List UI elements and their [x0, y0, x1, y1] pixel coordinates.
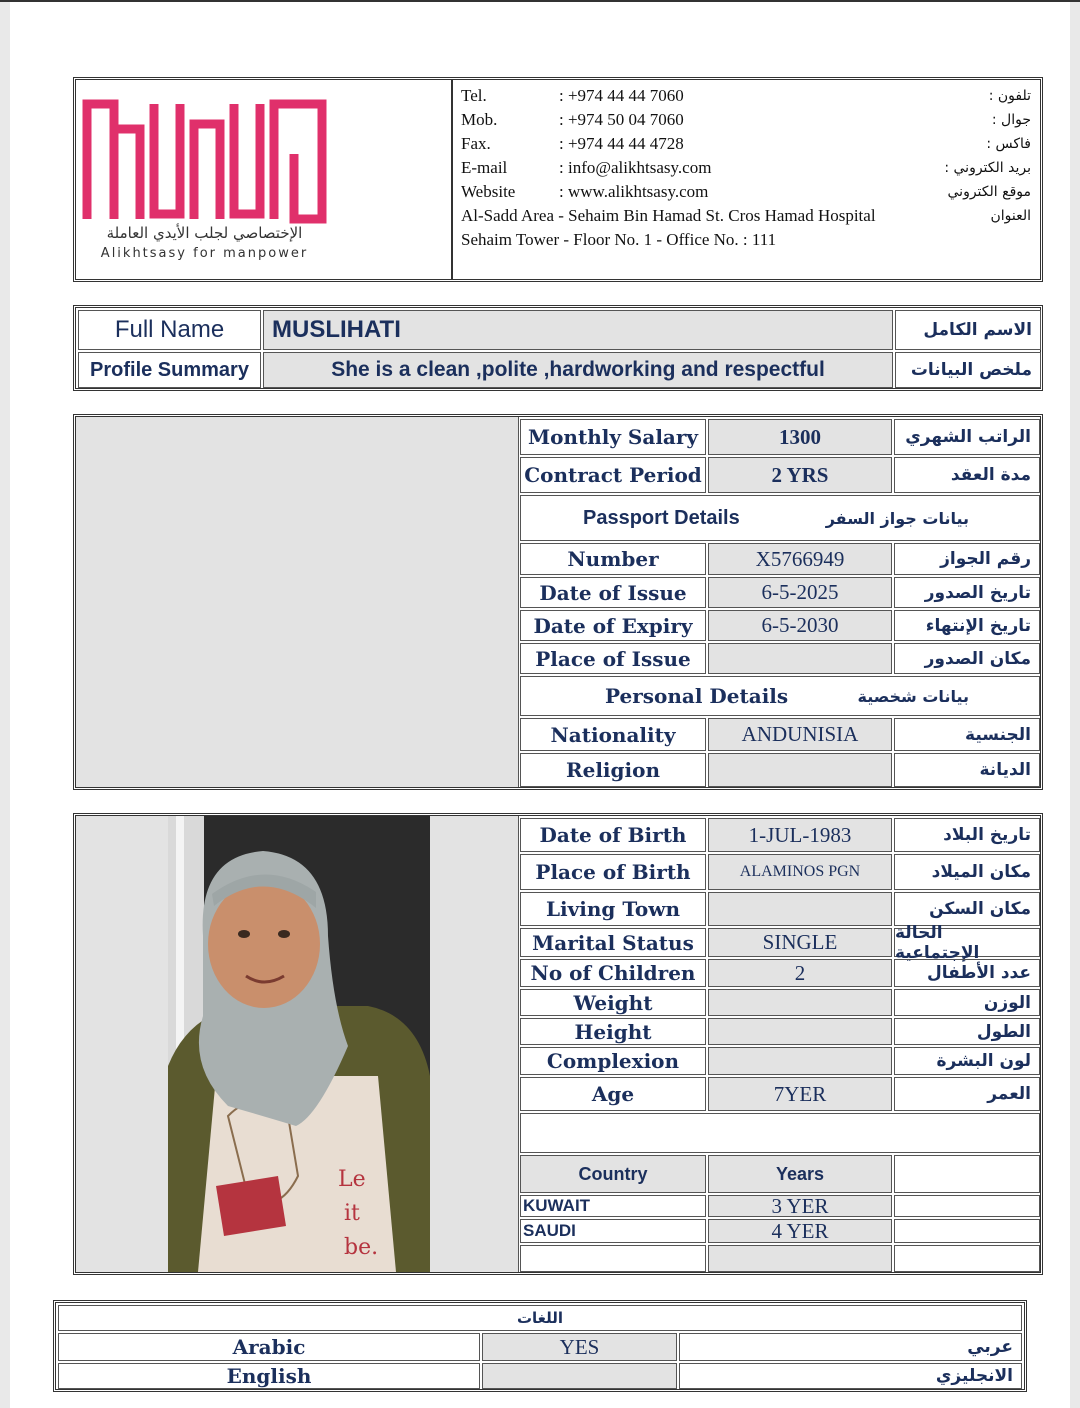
- document-page: [10, 2, 1070, 1408]
- experience-extra-1: [894, 1195, 1040, 1217]
- experience-years-2: 4 YER: [708, 1219, 892, 1243]
- passport-details-header: [520, 495, 1040, 541]
- weight-label: Weight: [520, 989, 706, 1016]
- date-of-issue-value: 6-5-2025: [708, 577, 892, 608]
- place-of-issue-label: Place of Issue: [520, 643, 706, 674]
- weight-value: [708, 989, 892, 1016]
- experience-extra-3: [894, 1245, 1040, 1272]
- contact-label-fax: Fax.: [461, 134, 491, 153]
- contact-label-tel-ar: تلفون :: [988, 88, 1031, 104]
- date-of-issue-label: Date of Issue: [520, 577, 706, 608]
- contract-period-label: Contract Period: [520, 457, 706, 493]
- experience-country-2: SAUDI: [520, 1219, 706, 1243]
- profile-summary-label-ar: ملخص البيانات: [895, 352, 1041, 388]
- passport-number-label: Number: [520, 543, 706, 575]
- language-english-label-ar: الانجليزي: [679, 1363, 1022, 1389]
- company-logo-icon: [82, 94, 327, 224]
- dob-label: Date of Birth: [520, 818, 706, 852]
- contact-value-email[interactable]: : info@alikhtsasy.com: [559, 158, 712, 177]
- monthly-salary-label-ar: الراتب الشهري: [894, 419, 1040, 455]
- contract-period-value: 2 YRS: [708, 457, 892, 493]
- complexion-label-ar: لون البشرة: [894, 1047, 1040, 1075]
- languages-box: [53, 1300, 1027, 1392]
- complexion-value: [708, 1047, 892, 1075]
- passport-details-title-ar: بيانات جواز السفر: [825, 508, 969, 528]
- children-label-ar: عدد الأطفال: [894, 959, 1040, 987]
- passport-number-value: X5766949: [708, 543, 892, 575]
- logo-tagline-en: Alikhtsasy for manpower: [100, 246, 309, 261]
- personal-details-header: [520, 676, 1040, 716]
- logo-area: [76, 80, 453, 279]
- shirt-text-1: Le: [338, 1167, 366, 1192]
- nationality-value: ANDUNISIA: [708, 718, 892, 751]
- contact-label-mob: Mob.: [461, 110, 498, 129]
- contact-label-website: Website: [461, 182, 516, 201]
- nationality-label-ar: الجنسية: [894, 718, 1040, 751]
- contact-label-email-ar: بريد الكتروني :: [944, 160, 1031, 176]
- contact-value-mob: : +974 50 04 7060: [559, 110, 684, 129]
- nationality-label: Nationality: [520, 718, 706, 751]
- pob-label-ar: مكان الميلاد: [894, 854, 1040, 890]
- passport-details-title: Passport Details: [583, 506, 740, 529]
- passport-box: [73, 414, 1043, 790]
- religion-label-ar: الديانة: [894, 753, 1040, 787]
- pob-value: ALAMINOS PGN: [708, 854, 892, 890]
- complexion-label: Complexion: [520, 1047, 706, 1075]
- age-label-ar: العمر: [894, 1077, 1040, 1111]
- personal-details-title-ar: بيانات شخصية: [857, 686, 969, 706]
- address-label-ar: العنوان: [990, 208, 1031, 224]
- experience-country-1: KUWAIT: [520, 1195, 706, 1217]
- experience-country-header: Country: [520, 1155, 706, 1193]
- contact-label-website-ar: موقع الكتروني: [947, 184, 1031, 200]
- monthly-salary-label: Monthly Salary: [520, 419, 706, 455]
- experience-extra-header: [894, 1155, 1040, 1193]
- date-of-expiry-value: 6-5-2030: [708, 610, 892, 641]
- header-box: [73, 77, 1043, 282]
- address-line-2: Sehaim Tower - Floor No. 1 - Office No. : 111: [461, 230, 777, 249]
- contact-block: [454, 84, 1039, 274]
- blank-panel: [76, 417, 519, 787]
- living-town-label-ar: مكان السكن: [894, 892, 1040, 926]
- height-label: Height: [520, 1018, 706, 1045]
- address-line-1: Al-Sadd Area - Sehaim Bin Hamad St. Cros Hamad Hospital: [461, 206, 876, 225]
- living-town-label: Living Town: [520, 892, 706, 926]
- marital-status-label-ar: الحالة الإجتماعية: [894, 928, 1040, 957]
- contact-value-fax: : +974 44 44 4728: [559, 134, 684, 153]
- religion-value: [708, 753, 892, 787]
- date-of-expiry-label: Date of Expiry: [520, 610, 706, 641]
- language-english-value: [482, 1363, 677, 1389]
- height-value: [708, 1018, 892, 1045]
- spacer-row: [520, 1113, 1040, 1153]
- pob-label: Place of Birth: [520, 854, 706, 890]
- children-label: No of Children: [520, 959, 706, 987]
- weight-label-ar: الوزن: [894, 989, 1040, 1016]
- language-arabic-label-ar: عربي: [679, 1333, 1022, 1361]
- language-english-label: English: [58, 1363, 480, 1389]
- shirt-text-3: be.: [344, 1235, 379, 1260]
- language-arabic-value: YES: [482, 1333, 677, 1361]
- religion-label: Religion: [520, 753, 706, 787]
- age-label: Age: [520, 1077, 706, 1111]
- dob-value: 1-JUL-1983: [708, 818, 892, 852]
- full-name-label: Full Name: [78, 310, 261, 350]
- experience-years-3: [708, 1245, 892, 1272]
- language-arabic-label: Arabic: [58, 1333, 480, 1361]
- living-town-value: [708, 892, 892, 926]
- shirt-text-2: it: [344, 1201, 360, 1226]
- contract-period-label-ar: مدة العقد: [894, 457, 1040, 493]
- profile-summary-label: Profile Summary: [78, 352, 261, 388]
- marital-status-label: Marital Status: [520, 928, 706, 957]
- contact-value-tel: : +974 44 44 7060: [559, 86, 684, 105]
- contact-label-tel: Tel.: [461, 86, 487, 105]
- details-box: [73, 813, 1043, 1275]
- logo-tagline-ar: الإختصاصي لجلب الأيدي العاملة: [106, 224, 303, 242]
- dob-label-ar: تاريخ البلاد: [894, 818, 1040, 852]
- date-of-expiry-label-ar: تاريخ الإنتهاء: [894, 610, 1040, 641]
- full-name-value: MUSLIHATI: [263, 310, 893, 350]
- height-label-ar: الطول: [894, 1018, 1040, 1045]
- place-of-issue-label-ar: مكان الصدور: [894, 643, 1040, 674]
- age-value: 7YER: [708, 1077, 892, 1111]
- experience-years-1: 3 YER: [708, 1195, 892, 1217]
- experience-country-3: [520, 1245, 706, 1272]
- contact-label-email: E-mail: [461, 158, 508, 177]
- experience-extra-2: [894, 1219, 1040, 1243]
- children-value: 2: [708, 959, 892, 987]
- personal-details-title: Personal Details: [605, 684, 789, 708]
- contact-label-fax-ar: فاكس :: [986, 136, 1031, 152]
- monthly-salary-value: 1300: [708, 419, 892, 455]
- place-of-issue-value: [708, 643, 892, 674]
- contact-value-website[interactable]: : www.alikhtsasy.com: [559, 182, 709, 201]
- marital-status-value: SINGLE: [708, 928, 892, 957]
- photo-panel: [76, 816, 519, 1272]
- experience-years-header: Years: [708, 1155, 892, 1193]
- languages-title: [58, 1305, 1022, 1331]
- passport-number-label-ar: رقم الجواز: [894, 543, 1040, 575]
- date-of-issue-label-ar: تاريخ الصدور: [894, 577, 1040, 608]
- summary-box: [73, 305, 1043, 391]
- applicant-photo: [168, 816, 430, 1272]
- contact-label-mob-ar: جوال :: [991, 112, 1031, 128]
- languages-title-ar: اللغات: [516, 1309, 564, 1327]
- full-name-label-ar: الاسم الكامل: [895, 310, 1041, 350]
- profile-summary-value: She is a clean ,polite ,hardworking and respectful: [263, 352, 893, 388]
